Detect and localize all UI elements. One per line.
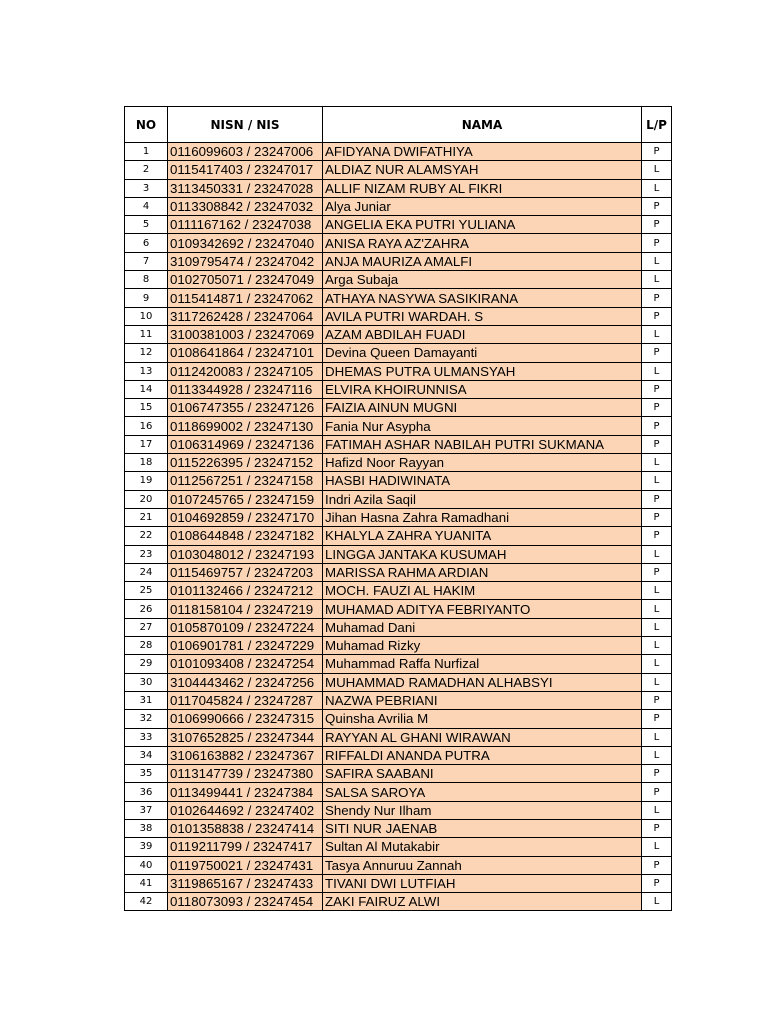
row-nisn-nis: 0115417403 / 23247017 bbox=[168, 161, 323, 179]
row-nama: Arga Subaja bbox=[323, 271, 642, 289]
table-row bbox=[125, 746, 672, 764]
row-gender: L bbox=[642, 582, 672, 600]
row-nama: Jihan Hasna Zahra Ramadhani bbox=[323, 508, 642, 526]
row-number: 13 bbox=[125, 362, 168, 380]
row-nisn-nis: 0117045824 / 23247287 bbox=[168, 691, 323, 709]
row-gender: P bbox=[642, 216, 672, 234]
row-gender: L bbox=[642, 472, 672, 490]
table-row bbox=[125, 252, 672, 270]
table-row bbox=[125, 655, 672, 673]
row-number: 1 bbox=[125, 143, 168, 161]
row-gender: L bbox=[642, 893, 672, 911]
table-row bbox=[125, 893, 672, 911]
row-number: 21 bbox=[125, 508, 168, 526]
row-gender: P bbox=[642, 710, 672, 728]
table-row bbox=[125, 289, 672, 307]
row-number: 34 bbox=[125, 746, 168, 764]
row-nama: Sultan Al Mutakabir bbox=[323, 838, 642, 856]
row-number: 23 bbox=[125, 545, 168, 563]
row-nama: KHALYLA ZAHRA YUANITA bbox=[323, 527, 642, 545]
row-gender: L bbox=[642, 618, 672, 636]
row-nama: Muhamad Rizky bbox=[323, 637, 642, 655]
row-number: 37 bbox=[125, 801, 168, 819]
row-number: 30 bbox=[125, 673, 168, 691]
table-row bbox=[125, 673, 672, 691]
row-nama: ANISA RAYA AZ'ZAHRA bbox=[323, 234, 642, 252]
row-number: 29 bbox=[125, 655, 168, 673]
table-row bbox=[125, 435, 672, 453]
row-nisn-nis: 3104443462 / 23247256 bbox=[168, 673, 323, 691]
row-number: 42 bbox=[125, 893, 168, 911]
row-nisn-nis: 0101132466 / 23247212 bbox=[168, 582, 323, 600]
row-number: 10 bbox=[125, 307, 168, 325]
row-number: 3 bbox=[125, 179, 168, 197]
row-nisn-nis: 0115414871 / 23247062 bbox=[168, 289, 323, 307]
row-gender: P bbox=[642, 856, 672, 874]
row-gender: L bbox=[642, 838, 672, 856]
row-gender: L bbox=[642, 271, 672, 289]
row-gender: P bbox=[642, 490, 672, 508]
row-number: 4 bbox=[125, 197, 168, 215]
row-number: 28 bbox=[125, 637, 168, 655]
row-gender: P bbox=[642, 234, 672, 252]
row-nisn-nis: 0108641864 / 23247101 bbox=[168, 344, 323, 362]
row-nama: MARISSA RAHMA ARDIAN bbox=[323, 563, 642, 581]
row-nisn-nis: 0115469757 / 23247203 bbox=[168, 563, 323, 581]
row-nama: SAFIRA SAABANI bbox=[323, 765, 642, 783]
row-nama: Hafizd Noor Rayyan bbox=[323, 454, 642, 472]
row-nisn-nis: 0106990666 / 23247315 bbox=[168, 710, 323, 728]
table-row bbox=[125, 819, 672, 837]
row-number: 17 bbox=[125, 435, 168, 453]
row-number: 7 bbox=[125, 252, 168, 270]
table-row bbox=[125, 271, 672, 289]
row-number: 25 bbox=[125, 582, 168, 600]
table-row bbox=[125, 765, 672, 783]
row-nisn-nis: 0113344928 / 23247116 bbox=[168, 380, 323, 398]
row-nama: AZAM ABDILAH FUADI bbox=[323, 325, 642, 343]
row-gender: L bbox=[642, 545, 672, 563]
row-gender: L bbox=[642, 362, 672, 380]
row-nisn-nis: 3107652825 / 23247344 bbox=[168, 728, 323, 746]
table-row bbox=[125, 691, 672, 709]
row-nama: FAIZIA AINUN MUGNI bbox=[323, 399, 642, 417]
row-nisn-nis: 0105870109 / 23247224 bbox=[168, 618, 323, 636]
row-nama: Muhammad Raffa Nurfizal bbox=[323, 655, 642, 673]
row-nama: MUHAMAD ADITYA FEBRIYANTO bbox=[323, 600, 642, 618]
table-row bbox=[125, 728, 672, 746]
table-row bbox=[125, 399, 672, 417]
row-gender: L bbox=[642, 728, 672, 746]
row-nisn-nis: 0116099603 / 23247006 bbox=[168, 143, 323, 161]
row-nama: ZAKI FAIRUZ ALWI bbox=[323, 893, 642, 911]
table-row bbox=[125, 783, 672, 801]
row-nisn-nis: 3113450331 / 23247028 bbox=[168, 179, 323, 197]
row-nama: SALSA SAROYA bbox=[323, 783, 642, 801]
row-number: 5 bbox=[125, 216, 168, 234]
row-nisn-nis: 0106901781 / 23247229 bbox=[168, 637, 323, 655]
row-nama: RIFFALDI ANANDA PUTRA bbox=[323, 746, 642, 764]
row-number: 19 bbox=[125, 472, 168, 490]
table-row bbox=[125, 325, 672, 343]
row-nisn-nis: 3117262428 / 23247064 bbox=[168, 307, 323, 325]
row-gender: P bbox=[642, 563, 672, 581]
table-row bbox=[125, 618, 672, 636]
row-nama: Tasya Annuruu Zannah bbox=[323, 856, 642, 874]
row-gender: P bbox=[642, 197, 672, 215]
row-nisn-nis: 0106747355 / 23247126 bbox=[168, 399, 323, 417]
row-nama: MOCH. FAUZI AL HAKIM bbox=[323, 582, 642, 600]
row-number: 31 bbox=[125, 691, 168, 709]
row-nisn-nis: 3100381003 / 23247069 bbox=[168, 325, 323, 343]
table-row bbox=[125, 582, 672, 600]
table-body bbox=[125, 143, 672, 911]
table-row bbox=[125, 216, 672, 234]
row-nama: SITI NUR JAENAB bbox=[323, 819, 642, 837]
table-row bbox=[125, 710, 672, 728]
row-gender: L bbox=[642, 801, 672, 819]
row-number: 20 bbox=[125, 490, 168, 508]
row-gender: L bbox=[642, 746, 672, 764]
row-nisn-nis: 0118073093 / 23247454 bbox=[168, 893, 323, 911]
row-number: 38 bbox=[125, 819, 168, 837]
row-nama: ANGELIA EKA PUTRI YULIANA bbox=[323, 216, 642, 234]
row-nisn-nis: 0112420083 / 23247105 bbox=[168, 362, 323, 380]
row-nama: Fania Nur Asypha bbox=[323, 417, 642, 435]
row-number: 16 bbox=[125, 417, 168, 435]
table-row bbox=[125, 490, 672, 508]
header-nisn-nis: NISN / NIS bbox=[168, 107, 323, 143]
row-nisn-nis: 0113147739 / 23247380 bbox=[168, 765, 323, 783]
row-nisn-nis: 0118158104 / 23247219 bbox=[168, 600, 323, 618]
row-number: 6 bbox=[125, 234, 168, 252]
row-number: 8 bbox=[125, 271, 168, 289]
row-nama: DHEMAS PUTRA ULMANSYAH bbox=[323, 362, 642, 380]
table-row bbox=[125, 454, 672, 472]
row-number: 33 bbox=[125, 728, 168, 746]
row-number: 15 bbox=[125, 399, 168, 417]
row-gender: P bbox=[642, 417, 672, 435]
row-gender: L bbox=[642, 454, 672, 472]
row-number: 12 bbox=[125, 344, 168, 362]
row-nisn-nis: 0107245765 / 23247159 bbox=[168, 490, 323, 508]
table-header bbox=[125, 107, 672, 143]
row-nama: RAYYAN AL GHANI WIRAWAN bbox=[323, 728, 642, 746]
row-gender: L bbox=[642, 637, 672, 655]
row-nisn-nis: 0102644692 / 23247402 bbox=[168, 801, 323, 819]
row-gender: P bbox=[642, 399, 672, 417]
row-nama: Devina Queen Damayanti bbox=[323, 344, 642, 362]
row-gender: L bbox=[642, 161, 672, 179]
row-nama: AFIDYANA DWIFATHIYA bbox=[323, 143, 642, 161]
header-no: NO bbox=[125, 107, 168, 143]
row-nama: FATIMAH ASHAR NABILAH PUTRI SUKMANA bbox=[323, 435, 642, 453]
row-number: 14 bbox=[125, 380, 168, 398]
student-list-table bbox=[124, 106, 672, 911]
row-nama: Alya Juniar bbox=[323, 197, 642, 215]
table-row bbox=[125, 179, 672, 197]
row-gender: L bbox=[642, 673, 672, 691]
row-number: 9 bbox=[125, 289, 168, 307]
table-row bbox=[125, 417, 672, 435]
row-number: 24 bbox=[125, 563, 168, 581]
row-gender: P bbox=[642, 765, 672, 783]
row-number: 27 bbox=[125, 618, 168, 636]
row-nama: ALLIF NIZAM RUBY AL FIKRI bbox=[323, 179, 642, 197]
row-nama: ALDIAZ NUR ALAMSYAH bbox=[323, 161, 642, 179]
row-nisn-nis: 3119865167 / 23247433 bbox=[168, 874, 323, 892]
row-nisn-nis: 3109795474 / 23247042 bbox=[168, 252, 323, 270]
row-nama: Quinsha Avrilia M bbox=[323, 710, 642, 728]
row-nama: ELVIRA KHOIRUNNISA bbox=[323, 380, 642, 398]
row-nama: AVILA PUTRI WARDAH. S bbox=[323, 307, 642, 325]
table-row bbox=[125, 472, 672, 490]
row-number: 40 bbox=[125, 856, 168, 874]
row-gender: P bbox=[642, 508, 672, 526]
row-number: 11 bbox=[125, 325, 168, 343]
header-nama: NAMA bbox=[323, 107, 642, 143]
table-row bbox=[125, 545, 672, 563]
table-row bbox=[125, 563, 672, 581]
row-gender: P bbox=[642, 143, 672, 161]
row-nisn-nis: 0113308842 / 23247032 bbox=[168, 197, 323, 215]
row-nama: HASBI HADIWINATA bbox=[323, 472, 642, 490]
table-row bbox=[125, 527, 672, 545]
row-nama: NAZWA PEBRIANI bbox=[323, 691, 642, 709]
row-gender: P bbox=[642, 819, 672, 837]
row-nama: Shendy Nur Ilham bbox=[323, 801, 642, 819]
row-number: 35 bbox=[125, 765, 168, 783]
row-gender: P bbox=[642, 691, 672, 709]
row-nisn-nis: 0118699002 / 23247130 bbox=[168, 417, 323, 435]
row-gender: P bbox=[642, 783, 672, 801]
row-nisn-nis: 0115226395 / 23247152 bbox=[168, 454, 323, 472]
row-number: 26 bbox=[125, 600, 168, 618]
row-gender: L bbox=[642, 179, 672, 197]
row-nisn-nis: 0101358838 / 23247414 bbox=[168, 819, 323, 837]
row-gender: L bbox=[642, 655, 672, 673]
table-row bbox=[125, 801, 672, 819]
row-gender: P bbox=[642, 435, 672, 453]
header-lp: L/P bbox=[642, 107, 672, 143]
row-nama: LINGGA JANTAKA KUSUMAH bbox=[323, 545, 642, 563]
row-nama: Muhamad Dani bbox=[323, 618, 642, 636]
row-gender: L bbox=[642, 600, 672, 618]
row-nama: TIVANI DWI LUTFIAH bbox=[323, 874, 642, 892]
row-gender: P bbox=[642, 527, 672, 545]
table-row bbox=[125, 600, 672, 618]
table-row bbox=[125, 838, 672, 856]
table-row bbox=[125, 874, 672, 892]
row-gender: L bbox=[642, 325, 672, 343]
row-nisn-nis: 0102705071 / 23247049 bbox=[168, 271, 323, 289]
row-gender: P bbox=[642, 874, 672, 892]
row-gender: P bbox=[642, 344, 672, 362]
table-row bbox=[125, 856, 672, 874]
row-nama: ANJA MAURIZA AMALFI bbox=[323, 252, 642, 270]
table-row bbox=[125, 197, 672, 215]
table-row bbox=[125, 234, 672, 252]
table-row bbox=[125, 307, 672, 325]
row-number: 39 bbox=[125, 838, 168, 856]
row-nisn-nis: 0119750021 / 23247431 bbox=[168, 856, 323, 874]
row-gender: L bbox=[642, 252, 672, 270]
row-number: 36 bbox=[125, 783, 168, 801]
row-nisn-nis: 0113499441 / 23247384 bbox=[168, 783, 323, 801]
row-gender: P bbox=[642, 380, 672, 398]
row-nisn-nis: 0104692859 / 23247170 bbox=[168, 508, 323, 526]
header-row bbox=[125, 107, 672, 143]
row-number: 18 bbox=[125, 454, 168, 472]
row-nisn-nis: 0109342692 / 23247040 bbox=[168, 234, 323, 252]
row-nisn-nis: 3106163882 / 23247367 bbox=[168, 746, 323, 764]
row-gender: P bbox=[642, 289, 672, 307]
row-nisn-nis: 0106314969 / 23247136 bbox=[168, 435, 323, 453]
row-number: 22 bbox=[125, 527, 168, 545]
row-nama: Indri Azila Saqil bbox=[323, 490, 642, 508]
table-row bbox=[125, 143, 672, 161]
table-row bbox=[125, 362, 672, 380]
row-number: 2 bbox=[125, 161, 168, 179]
row-gender: P bbox=[642, 307, 672, 325]
row-nisn-nis: 0103048012 / 23247193 bbox=[168, 545, 323, 563]
table-row bbox=[125, 380, 672, 398]
table-row bbox=[125, 161, 672, 179]
row-nisn-nis: 0119211799 / 23247417 bbox=[168, 838, 323, 856]
row-number: 32 bbox=[125, 710, 168, 728]
row-nisn-nis: 0111167162 / 23247038 bbox=[168, 216, 323, 234]
row-nama: ATHAYA NASYWA SASIKIRANA bbox=[323, 289, 642, 307]
row-number: 41 bbox=[125, 874, 168, 892]
table-row bbox=[125, 508, 672, 526]
table-row bbox=[125, 344, 672, 362]
table-row bbox=[125, 637, 672, 655]
row-nama: MUHAMMAD RAMADHAN ALHABSYI bbox=[323, 673, 642, 691]
row-nisn-nis: 0101093408 / 23247254 bbox=[168, 655, 323, 673]
row-nisn-nis: 0108644848 / 23247182 bbox=[168, 527, 323, 545]
row-nisn-nis: 0112567251 / 23247158 bbox=[168, 472, 323, 490]
